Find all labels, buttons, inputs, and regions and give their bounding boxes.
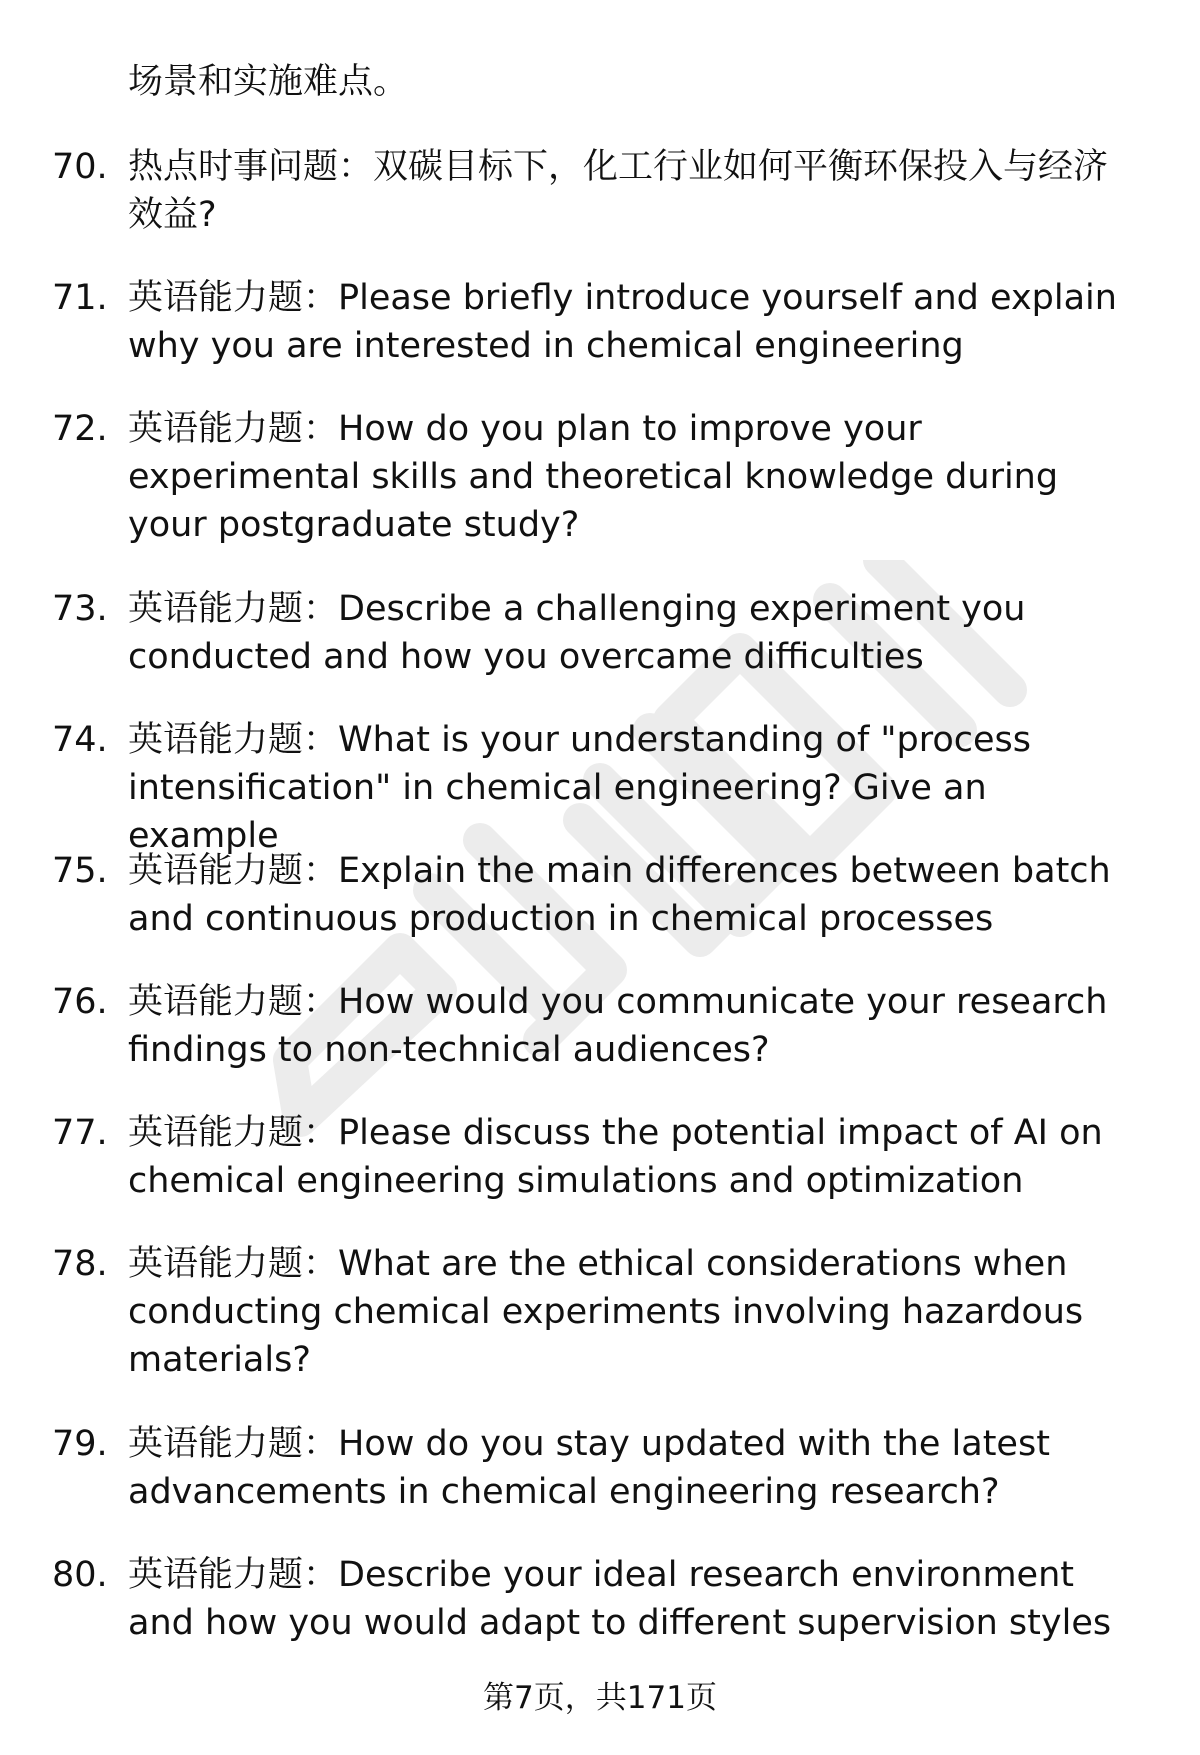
question-number: 77. xyxy=(52,1113,108,1153)
question-item xyxy=(0,1109,1200,1240)
question-number: 73. xyxy=(52,589,108,629)
question-item xyxy=(0,405,1200,585)
question-number: 70. xyxy=(52,147,108,187)
question-item xyxy=(0,143,1200,274)
question-text: 英语能力题：Please briefly introduce yourself and explain why you are interested in chemical engineering xyxy=(128,278,1117,366)
page-footer: 第7页，共171页 xyxy=(483,1680,717,1716)
question-list xyxy=(0,143,1200,1682)
question-item xyxy=(0,1240,1200,1420)
question-number: 80. xyxy=(52,1555,108,1595)
question-text: 英语能力题：What are the ethical considerations when conducting chemical experiments involving hazardous materials? xyxy=(128,1244,1084,1380)
question-number: 71. xyxy=(52,278,108,318)
question-number: 75. xyxy=(52,851,108,891)
question-text: 热点时事问题：双碳目标下，化工行业如何平衡环保投入与经济效益? xyxy=(128,147,1109,235)
question-number: 72. xyxy=(52,409,108,449)
question-text: 英语能力题：Describe a challenging experiment you conducted and how you overcame difficulties xyxy=(128,589,1026,677)
question-item xyxy=(0,716,1200,856)
question-text: 英语能力题：How do you stay updated with the latest advancements in chemical engineering research? xyxy=(128,1424,1050,1512)
question-item xyxy=(0,978,1200,1109)
question-number: 74. xyxy=(52,720,108,760)
question-text: 英语能力题：Please discuss the potential impact of AI on chemical engineering simulations and optimization xyxy=(128,1113,1103,1201)
question-item xyxy=(0,847,1200,978)
question-text: 英语能力题：How would you communicate your research findings to non-technical audiences? xyxy=(128,982,1108,1070)
question-item xyxy=(0,274,1200,405)
question-number: 78. xyxy=(52,1244,108,1284)
question-text: 英语能力题：What is your understanding of "process intensification" in chemical engineering? Give an example xyxy=(128,720,1032,856)
question-text: 英语能力题：Describe your ideal research environment and how you would adapt to different supervision styles xyxy=(128,1555,1112,1643)
question-number: 79. xyxy=(52,1424,108,1464)
question-text: 英语能力题：Explain the main differences between batch and continuous production in chemical processes xyxy=(128,851,1111,939)
question-item xyxy=(0,1551,1200,1682)
question-item xyxy=(0,1420,1200,1551)
continuation-text: 场景和实施难点。 xyxy=(128,62,409,102)
question-number: 76. xyxy=(52,982,108,1022)
question-item xyxy=(0,585,1200,716)
question-text: 英语能力题：How do you plan to improve your experimental skills and theoretical knowledge during your postgraduate study? xyxy=(128,409,1059,545)
